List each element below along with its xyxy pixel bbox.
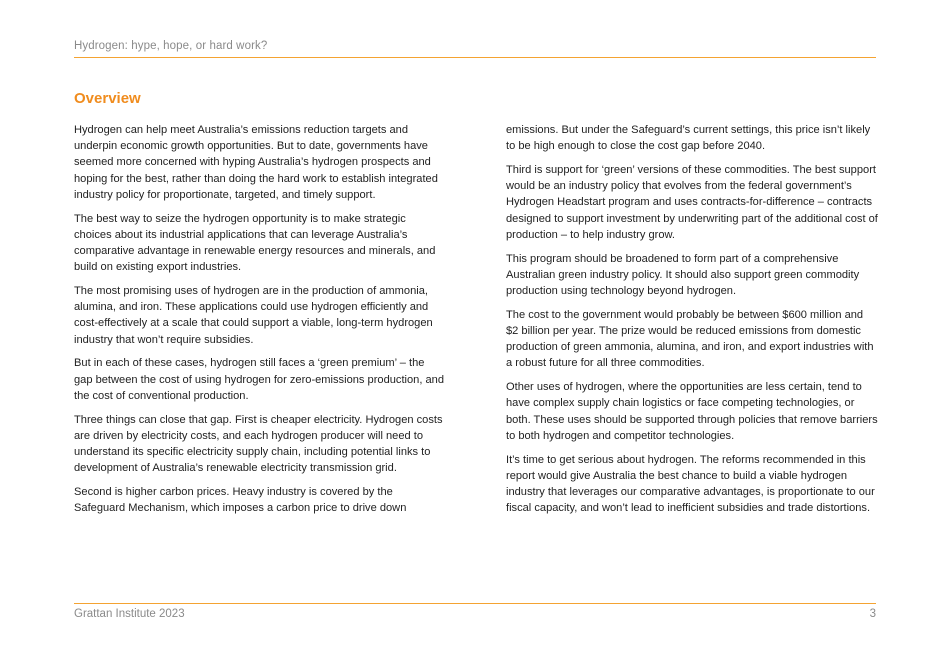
right-column [506,122,878,524]
page-number: 3 [869,608,876,620]
paragraph: The cost to the government would probably be between $600 million and $2 billion per year. The prize would be reduced emissions from domestic production of green ammonia, alumina, and iron, and export industries with a robust future for all three commodities. [506,308,874,370]
paragraph: This program should be broadened to form part of a comprehensive Australian green industry policy. It should also support green commodity production using technology beyond hydrogen. [506,252,860,298]
paragraph: The most promising uses of hydrogen are in the production of ammonia, alumina, and iron. These applications could use hydrogen efficiently and cost-effectively at a scale that could support a viable, long-term hydrogen industry that won’t require subsidies. [74,285,433,346]
footer-rule [74,603,876,604]
paragraph: Three things can close that gap. First is cheaper electricity. Hydrogen costs are driven by electricity costs, and each hydrogen producer will need to understand its specific electricity supply chain, including potential links to development of Australia’s renewable electricity transmission grid. [74,413,443,475]
paragraph: The best way to seize the hydrogen opportunity is to make strategic choices about its industrial applications that can leverage Australia’s comparative advantage in renewable energy resources and minerals, and build on existing export industries. [74,212,436,274]
paragraph: Other uses of hydrogen, where the opportunities are less certain, tend to have complex supply chain logistics or face competing technologies, or both. These uses should be supported through policies that remove barriers to both hydrogen and competitor technologies. [506,381,878,442]
paragraph: emissions. But under the Safeguard’s current settings, this price isn’t likely to be high enough to close the cost gap before 2040. [506,124,871,153]
paragraph: Hydrogen can help meet Australia’s emissions reduction targets and underpin economic growth opportunities. But to date, governments have seemed more concerned with hyping Australia’s hydrogen prospects and hoping for the best, rather than doing the hard work to establish integrated industry policy for proportionate, targeted, and timely support. [74,124,438,201]
left-column [74,122,444,524]
footer-publisher: Grattan Institute 2023 [74,608,185,620]
paragraph: But in each of these cases, hydrogen still faces a ‘green premium’ – the gap between the cost of using hydrogen for zero-emissions production, and the cost of conventional production. [74,357,445,402]
running-header: Hydrogen: hype, hope, or hard work? [74,40,268,52]
paragraph: It’s time to get serious about hydrogen. The reforms recommended in this report would give Australia the best chance to build a viable hydrogen industry that leverages our comparative advantages, is proportionate to our fiscal capacity, and won’t lead to inefficient subsidies and trade distortions. [506,453,875,515]
paragraph: Second is higher carbon prices. Heavy industry is covered by the Safeguard Mechanism, which imposes a carbon price to drive down [74,486,407,515]
paragraph: Third is support for ‘green’ versions of these commodities. The best support would be an industry policy that evolves from the federal government’s Hydrogen Headstart program and uses contracts-for-difference – contracts designed to support investment by underwriting part of the additional cost of production – to help industry grow. [506,164,878,241]
section-title: Overview [74,90,141,107]
header-rule [74,57,876,58]
